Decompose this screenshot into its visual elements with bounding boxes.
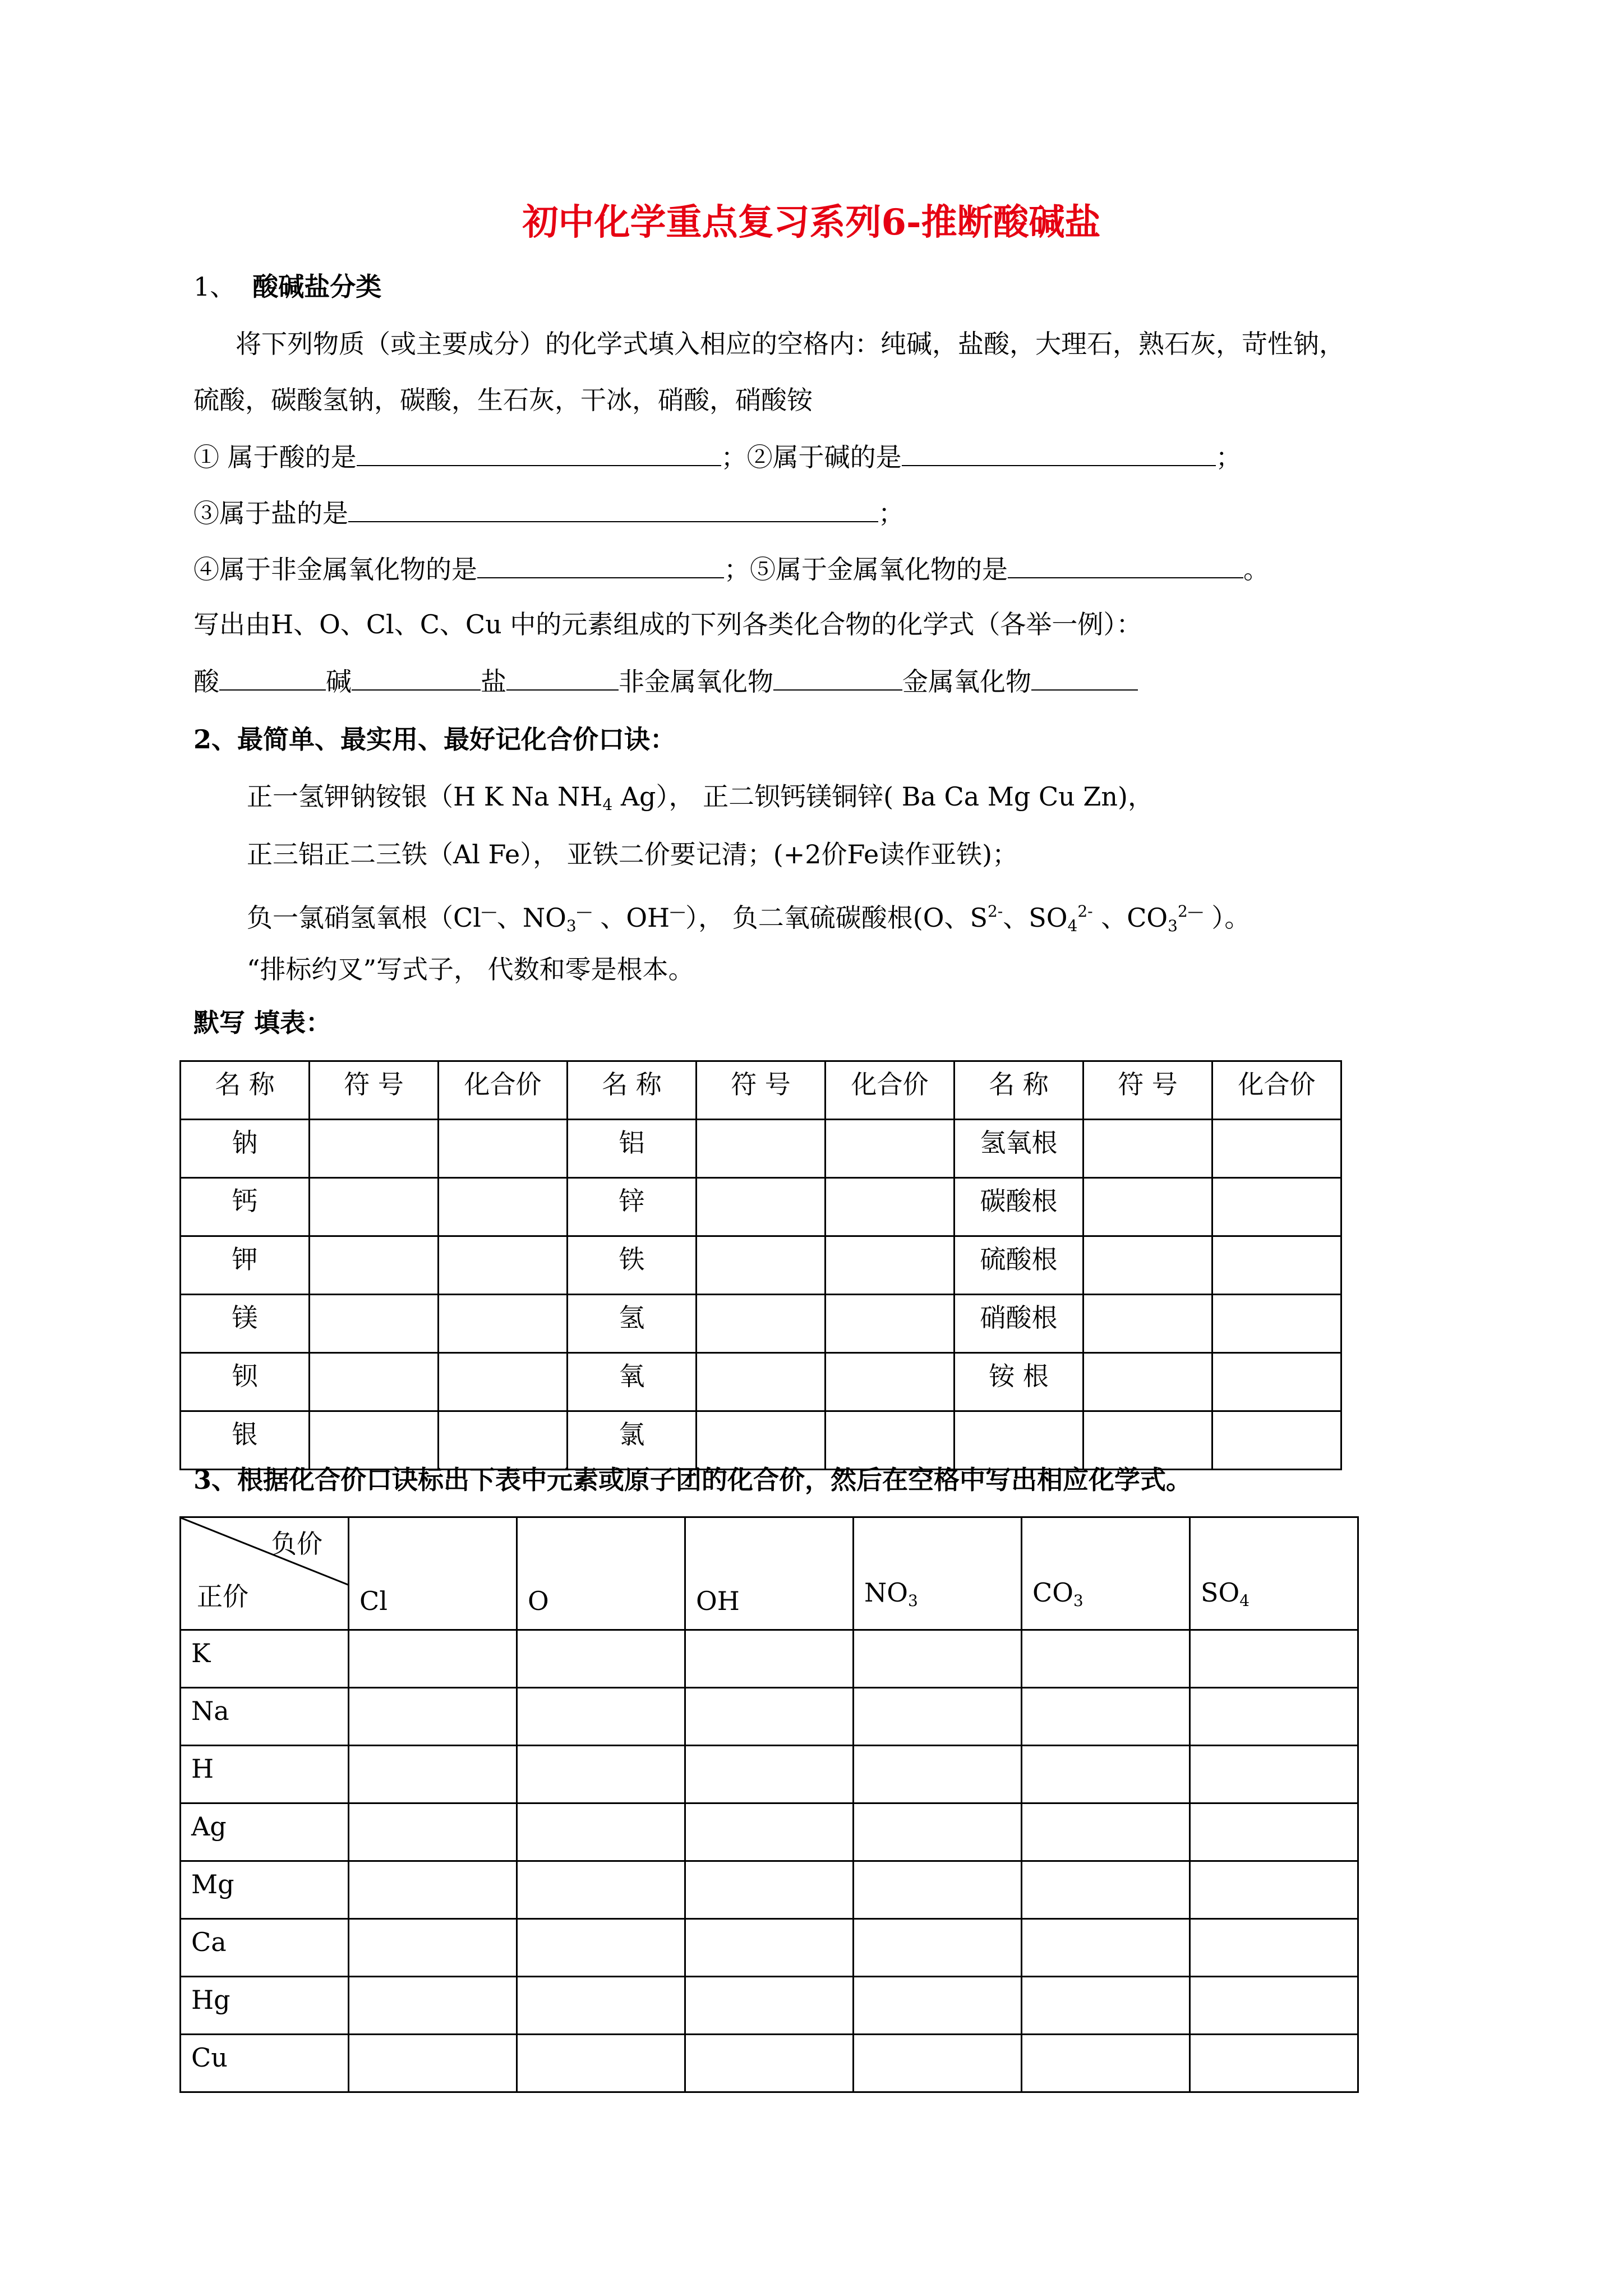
formula-cell[interactable] [349, 1861, 517, 1919]
element-name: 钙 [181, 1178, 310, 1236]
formula-cell[interactable] [854, 1746, 1022, 1803]
table-row [181, 1861, 1358, 1919]
radical-name: 硝酸根 [955, 1295, 1083, 1353]
element-name: 氢 [568, 1295, 697, 1353]
formula-cell[interactable] [685, 1746, 854, 1803]
formula-cell[interactable] [854, 2035, 1022, 2092]
formula-cell[interactable] [349, 1688, 517, 1746]
dictation-heading: 默写 填表： [193, 1007, 332, 1038]
anion-header: $SO_4$ [1190, 1517, 1358, 1630]
symbol-cell[interactable] [1083, 1236, 1212, 1295]
table-row [181, 1919, 1358, 1977]
symbol-cell[interactable] [310, 1236, 439, 1295]
formula-cell[interactable] [1190, 1746, 1358, 1803]
valence-cell[interactable] [439, 1120, 568, 1178]
section-1-intro-line2: 硫酸，碳酸氢钠，碳酸，生石灰，干冰，硝酸，硝酸铵 [193, 385, 813, 415]
valence-cell[interactable] [1212, 1120, 1341, 1178]
formula-cell[interactable] [349, 1977, 517, 2035]
formula-cell[interactable] [685, 1919, 854, 1977]
valence-cell[interactable] [439, 1295, 568, 1353]
header-symbol: 符 号 [1083, 1061, 1212, 1120]
symbol-cell[interactable] [1083, 1411, 1212, 1470]
nonmetal-oxide-label: ④属于非金属氧化物的是 [193, 554, 477, 585]
salt-end: ； [878, 498, 904, 528]
radical-name: 硫酸根 [955, 1236, 1083, 1295]
radical-name: 铵 根 [955, 1353, 1083, 1411]
valence-cell[interactable] [1212, 1411, 1341, 1470]
anion-header: O [517, 1517, 685, 1630]
section-3-heading: 3、根据化合价口诀标出下表中元素或原子团的化合价，然后在空格中写出相应化学式。 [193, 1465, 1192, 1495]
symbol-cell[interactable] [310, 1295, 439, 1353]
symbol-cell[interactable] [310, 1120, 439, 1178]
formula-cell[interactable] [349, 1630, 517, 1688]
cation-label: Mg [181, 1861, 349, 1919]
formula-cell[interactable] [1190, 2035, 1358, 2092]
formula-cell[interactable] [349, 1746, 517, 1803]
valence-cell[interactable] [439, 1178, 568, 1236]
mnemonic-line-4: “排标约叉”写式子， 代数和零是根本。 [247, 954, 694, 984]
symbol-cell[interactable] [310, 1178, 439, 1236]
table-row [181, 2035, 1358, 2092]
salt-label: ③属于盐的是 [193, 498, 348, 528]
valence-cell[interactable] [826, 1178, 955, 1236]
formula-cell[interactable] [1190, 1803, 1358, 1861]
formula-cell[interactable] [1190, 1630, 1358, 1688]
formula-cell[interactable] [517, 1803, 685, 1861]
symbol-cell[interactable] [697, 1295, 826, 1353]
symbol-cell[interactable] [1083, 1178, 1212, 1236]
element-name: 钾 [181, 1236, 310, 1295]
table-row [181, 1977, 1358, 2035]
radical-name: 氢氧根 [955, 1120, 1083, 1178]
formula-cell[interactable] [1190, 1977, 1358, 2035]
salt-blank[interactable] [348, 496, 878, 522]
question-acid-base [193, 440, 1242, 473]
formula-cell[interactable] [854, 1861, 1022, 1919]
formula-cell[interactable] [685, 1688, 854, 1746]
table2-header-row [181, 1517, 1358, 1630]
valence-cell[interactable] [439, 1353, 568, 1411]
formula-cell[interactable] [349, 1919, 517, 1977]
formula-cell[interactable] [517, 1977, 685, 2035]
table1-header-row [181, 1061, 1341, 1120]
category-salt-label: 盐 [481, 666, 506, 697]
symbol-cell[interactable] [697, 1236, 826, 1295]
formula-cell[interactable] [854, 1919, 1022, 1977]
formula-cell[interactable] [517, 2035, 685, 2092]
table-row [181, 1803, 1358, 1861]
category-nonmetal-oxide-label: 非金属氧化物 [619, 666, 773, 697]
valence-cell[interactable] [1212, 1353, 1341, 1411]
valence-cell[interactable] [439, 1411, 568, 1470]
formula-cell[interactable] [1022, 1688, 1190, 1746]
valence-dictation-table [179, 1060, 1342, 1470]
mnemonic-line-2: 正三铝正二三铁（Al Fe）， 亚铁二价要记清；(+2价Fe读作亚铁)； [247, 839, 1018, 869]
category-blanks [193, 665, 1138, 697]
section-2-heading: 2、最简单、最实用、最好记化合价口诀： [193, 724, 676, 754]
valence-cell[interactable] [826, 1353, 955, 1411]
cation-label: Ca [181, 1919, 349, 1977]
table-row [181, 1630, 1358, 1688]
mnemonic-line-1: 正一氢钾钠铵银（H K Na $NH_4$ Ag）， 正二钡钙镁铜锌( Ba Ca Mg Cu Zn)， [247, 781, 1154, 814]
formula-cell[interactable] [685, 1803, 854, 1861]
category-acid-label: 酸 [193, 666, 219, 697]
header-valence: 化合价 [439, 1061, 568, 1120]
valence-cell[interactable] [826, 1411, 955, 1470]
symbol-cell[interactable] [697, 1411, 826, 1470]
symbol-cell[interactable] [1083, 1353, 1212, 1411]
write-instruction: 写出由H、O、Cl、C、Cu 中的元素组成的下列各类化合物的化学式（各举一例）： [193, 609, 1142, 639]
header-name: 名 称 [955, 1061, 1083, 1120]
valence-cell[interactable] [439, 1236, 568, 1295]
radical-name [955, 1411, 1083, 1470]
formula-cell[interactable] [1022, 1746, 1190, 1803]
formula-cell[interactable] [517, 1919, 685, 1977]
acid-blank[interactable] [357, 440, 721, 466]
formula-cell[interactable] [517, 1861, 685, 1919]
metal-oxide-blank[interactable] [1008, 553, 1243, 578]
formula-cell[interactable] [349, 1803, 517, 1861]
formula-cell[interactable] [1022, 1803, 1190, 1861]
nonmetal-oxide-blank[interactable] [477, 553, 724, 578]
cation-label: H [181, 1746, 349, 1803]
valence-cell[interactable] [826, 1120, 955, 1178]
element-name: 铁 [568, 1236, 697, 1295]
valence-cell[interactable] [826, 1295, 955, 1353]
anion-header: Cl [349, 1517, 517, 1630]
formula-cell[interactable] [854, 1977, 1022, 2035]
formula-cell[interactable] [854, 1688, 1022, 1746]
category-metal-oxide-label: 金属氧化物 [902, 666, 1031, 697]
question-salt [193, 496, 904, 529]
formula-cell[interactable] [1022, 1630, 1190, 1688]
formula-cell[interactable] [517, 1688, 685, 1746]
positive-valence-label: 正价 [197, 1581, 248, 1612]
element-name: 锌 [568, 1178, 697, 1236]
formula-cell[interactable] [1190, 1688, 1358, 1746]
symbol-cell[interactable] [697, 1353, 826, 1411]
header-name: 名 称 [568, 1061, 697, 1120]
formula-cell[interactable] [685, 1861, 854, 1919]
valence-cell[interactable] [1212, 1295, 1341, 1353]
anion-header: $CO_3$ [1022, 1517, 1190, 1630]
table-row [181, 1236, 1341, 1295]
table-row [181, 1178, 1341, 1236]
page-title: 初中化学重点复习系列6-推断酸碱盐 [522, 201, 1101, 243]
symbol-cell[interactable] [1083, 1295, 1212, 1353]
base-end: ； [1215, 442, 1242, 472]
base-label: ；②属于碱的是 [721, 442, 902, 472]
table-row [181, 1295, 1341, 1353]
table-row [181, 1746, 1358, 1803]
section-1-number: 1、 [193, 272, 236, 302]
category-nonmetal-oxide-blank[interactable] [773, 665, 902, 691]
metal-oxide-end: 。 [1243, 554, 1269, 585]
formula-cell[interactable] [1022, 2035, 1190, 2092]
valence-cell[interactable] [1212, 1178, 1341, 1236]
cation-label: Cu [181, 2035, 349, 2092]
metal-oxide-label: ；⑤属于金属氧化物的是 [724, 554, 1008, 585]
category-salt-blank[interactable] [506, 665, 619, 691]
element-name: 镁 [181, 1295, 310, 1353]
header-symbol: 符 号 [310, 1061, 439, 1120]
header-name: 名 称 [181, 1061, 310, 1120]
formula-cell[interactable] [349, 2035, 517, 2092]
category-base-blank[interactable] [352, 665, 481, 691]
element-name: 钠 [181, 1120, 310, 1178]
formula-cell[interactable] [517, 1630, 685, 1688]
valence-cell[interactable] [826, 1236, 955, 1295]
section-1-title: 酸碱盐分类 [252, 272, 382, 302]
symbol-cell[interactable] [697, 1178, 826, 1236]
element-name: 钡 [181, 1353, 310, 1411]
formula-cell[interactable] [517, 1746, 685, 1803]
symbol-cell[interactable] [697, 1120, 826, 1178]
negative-valence-label: 负价 [271, 1529, 322, 1559]
element-name: 氯 [568, 1411, 697, 1470]
cation-label: Na [181, 1688, 349, 1746]
formula-cell[interactable] [854, 1630, 1022, 1688]
table-row [181, 1411, 1341, 1470]
symbol-cell[interactable] [310, 1411, 439, 1470]
category-base-label: 碱 [326, 666, 352, 697]
section-1-intro-line1: 将下列物质（或主要成分）的化学式填入相应的空格内：纯碱，盐酸，大理石，熟石灰，苛性钠， [236, 329, 1345, 359]
element-name: 氧 [568, 1353, 697, 1411]
category-metal-oxide-blank[interactable] [1031, 665, 1138, 691]
category-acid-blank[interactable] [219, 665, 326, 691]
compound-formula-table [179, 1516, 1359, 2093]
element-name: 铝 [568, 1120, 697, 1178]
formula-cell[interactable] [854, 1803, 1022, 1861]
table-row [181, 1120, 1341, 1178]
base-blank[interactable] [902, 440, 1216, 466]
mnemonic-line-3: 负一氯硝氢氧根（Cl—、$NO_3^—$ 、OH—）， 负二氧硫碳酸根(O、$S^{2-}$、$SO_4^{2-}$ 、$CO_3^{2—}$ ）。 [247, 902, 1251, 935]
cation-label: K [181, 1630, 349, 1688]
formula-cell[interactable] [1190, 1861, 1358, 1919]
anion-header: OH [685, 1517, 854, 1630]
question-oxides [193, 553, 1269, 585]
element-name: 银 [181, 1411, 310, 1470]
formula-cell[interactable] [685, 1630, 854, 1688]
formula-cell[interactable] [685, 1977, 854, 2035]
acid-label: ① 属于酸的是 [193, 442, 357, 472]
formula-cell[interactable] [1190, 1919, 1358, 1977]
table-row [181, 1688, 1358, 1746]
diagonal-header-cell [181, 1517, 349, 1630]
formula-cell[interactable] [1022, 1861, 1190, 1919]
formula-cell[interactable] [685, 2035, 854, 2092]
header-valence: 化合价 [826, 1061, 955, 1120]
symbol-cell[interactable] [1083, 1120, 1212, 1178]
table-row [181, 1353, 1341, 1411]
section-1-heading [193, 271, 381, 302]
cation-label: Ag [181, 1803, 349, 1861]
symbol-cell[interactable] [310, 1353, 439, 1411]
header-symbol: 符 号 [697, 1061, 826, 1120]
valence-cell[interactable] [1212, 1236, 1341, 1295]
radical-name: 碳酸根 [955, 1178, 1083, 1236]
header-valence: 化合价 [1212, 1061, 1341, 1120]
formula-cell[interactable] [1022, 1919, 1190, 1977]
formula-cell[interactable] [1022, 1977, 1190, 2035]
cation-label: Hg [181, 1977, 349, 2035]
anion-header: $NO_3$ [854, 1517, 1022, 1630]
